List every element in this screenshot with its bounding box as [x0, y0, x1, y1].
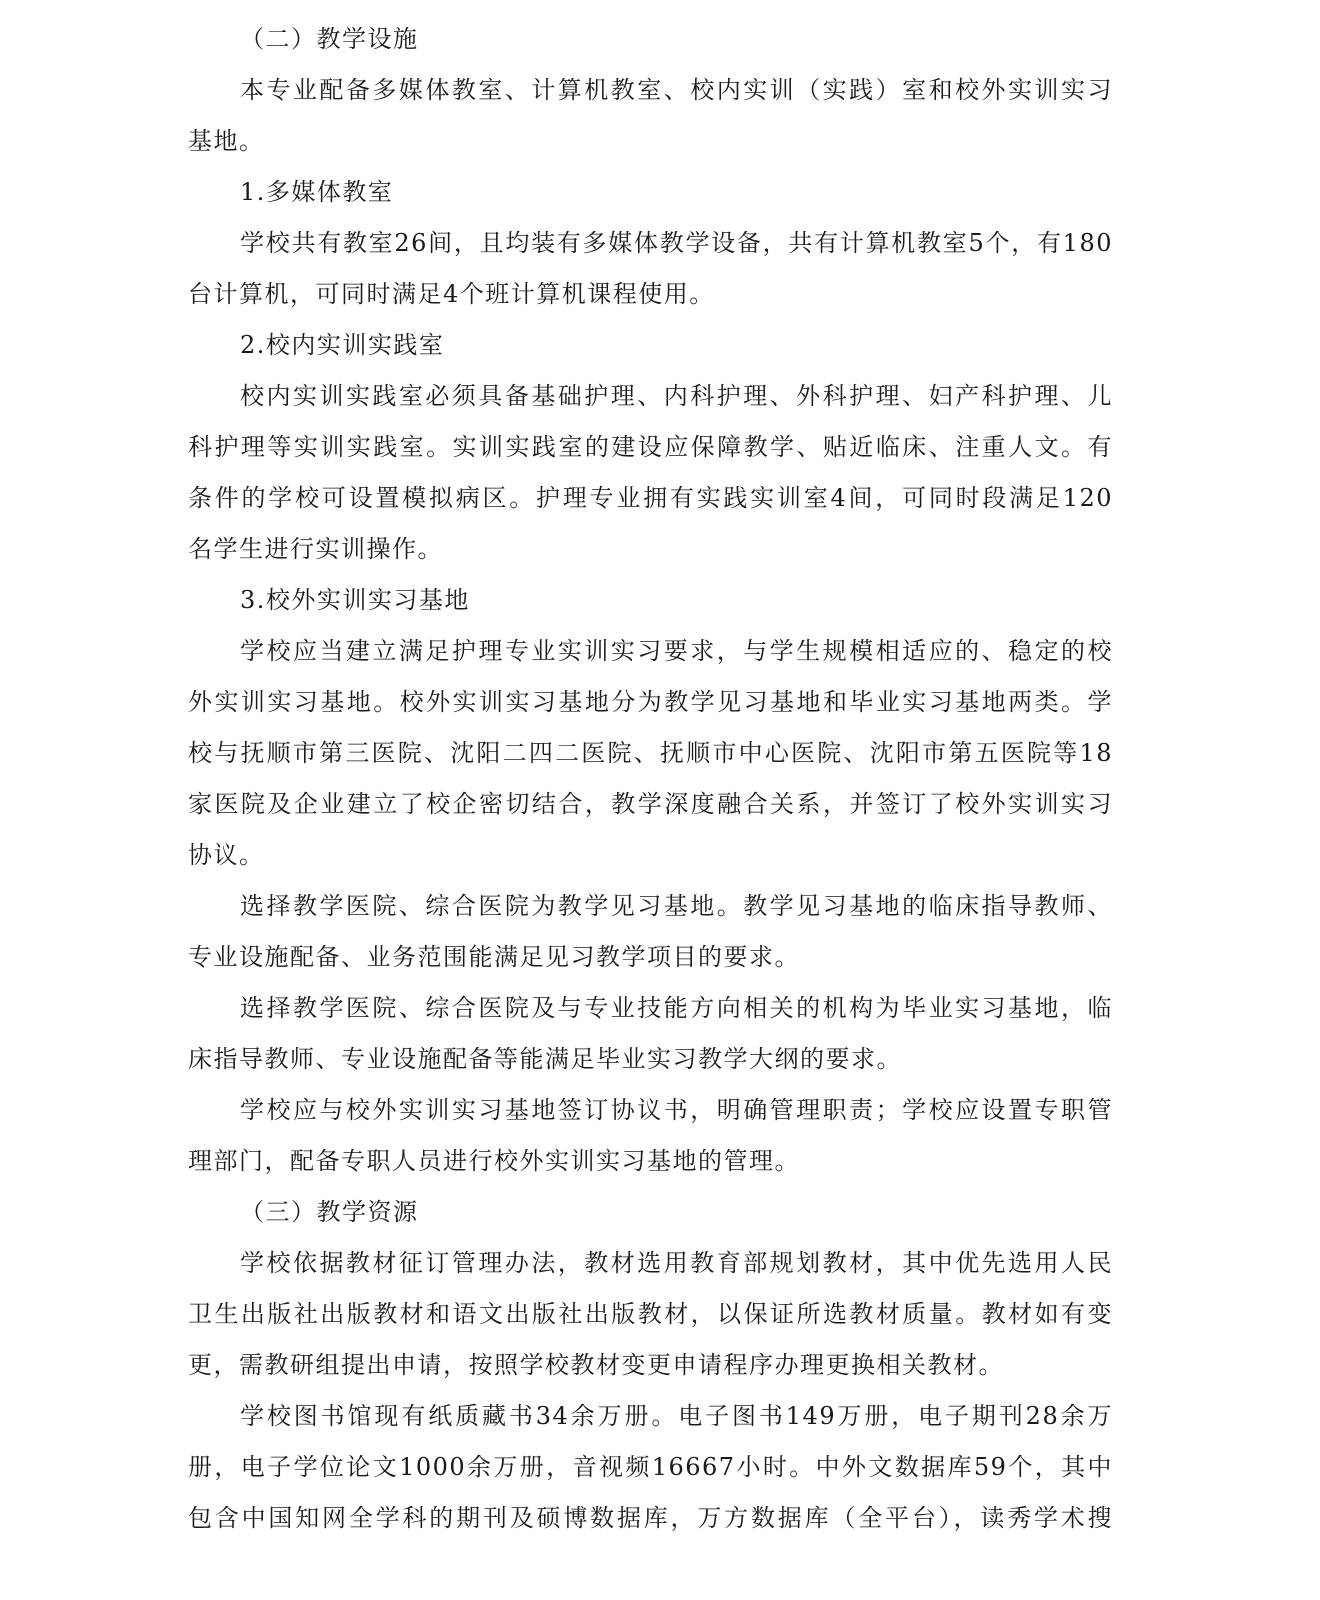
paragraph-line: 册，电子学位论文1000余万册，音视频16667小时。中外文数据库59个，其中	[188, 1453, 1113, 1481]
paragraph-line: 学校图书馆现有纸质藏书34余万册。电子图书149万册，电子期刊28余万	[240, 1402, 1113, 1430]
paragraph	[188, 371, 1113, 575]
paragraph	[188, 1085, 1113, 1187]
document-page	[188, 14, 1113, 1544]
section-heading-teaching-facilities: （二）教学设施	[240, 25, 419, 53]
paragraph-line: 校与抚顺市第三医院、沈阳二四二医院、抚顺市中心医院、沈阳市第五医院等18	[188, 739, 1113, 767]
paragraph	[188, 983, 1113, 1085]
paragraph	[188, 1238, 1113, 1391]
paragraph-line: 协议。	[188, 841, 265, 869]
subsection-heading-multimedia: 1.多媒体教室	[240, 178, 394, 206]
paragraph-line: 科护理等实训实践室。实训实践室的建设应保障教学、贴近临床、注重人文。有	[188, 433, 1113, 461]
paragraph-line: 学校共有教室26间，且均装有多媒体教学设备，共有计算机教室5个，有180	[240, 229, 1113, 257]
paragraph	[188, 65, 1113, 167]
paragraph	[188, 1391, 1113, 1544]
paragraph-line: 家医院及企业建立了校企密切结合，教学深度融合关系，并签订了校外实训实习	[188, 790, 1113, 818]
paragraph-line: 名学生进行实训操作。	[188, 535, 443, 563]
paragraph-line: 台计算机，可同时满足4个班计算机课程使用。	[188, 280, 715, 308]
paragraph-line: 理部门，配备专职人员进行校外实训实习基地的管理。	[188, 1147, 800, 1175]
section-heading-teaching-resources: （三）教学资源	[240, 1198, 419, 1226]
paragraph-line: 卫生出版社出版教材和语文出版社出版教材，以保证所选教材质量。教材如有变	[188, 1300, 1113, 1328]
paragraph	[188, 881, 1113, 983]
paragraph-line: 校内实训实践室必须具备基础护理、内科护理、外科护理、妇产科护理、儿	[240, 382, 1113, 410]
paragraph-line: 基地。	[188, 127, 265, 155]
paragraph-line: 学校应与校外实训实习基地签订协议书，明确管理职责；学校应设置专职管	[240, 1096, 1113, 1124]
paragraph-line: 专业设施配备、业务范围能满足见习教学项目的要求。	[188, 943, 800, 971]
paragraph-line: 外实训实习基地。校外实训实习基地分为教学见习基地和毕业实习基地两类。学	[188, 688, 1113, 716]
paragraph-line: 学校依据教材征订管理办法，教材选用教育部规划教材，其中优先选用人民	[240, 1249, 1113, 1277]
subsection-heading-onsite-training: 2.校内实训实践室	[240, 331, 445, 359]
paragraph	[188, 218, 1113, 320]
paragraph-line: 选择教学医院、综合医院为教学见习基地。教学见习基地的临床指导教师、	[240, 892, 1113, 920]
paragraph	[188, 626, 1113, 881]
paragraph-line: 更，需教研组提出申请，按照学校教材变更申请程序办理更换相关教材。	[188, 1351, 1004, 1379]
paragraph-line: 包含中国知网全学科的期刊及硕博数据库，万方数据库（全平台），读秀学术搜	[188, 1504, 1113, 1532]
paragraph-line: 选择教学医院、综合医院及与专业技能方向相关的机构为毕业实习基地，临	[240, 994, 1113, 1022]
paragraph-line: 条件的学校可设置模拟病区。护理专业拥有实践实训室4间，可同时段满足120	[188, 484, 1113, 512]
paragraph-line: 本专业配备多媒体教室、计算机教室、校内实训（实践）室和校外实训实习	[240, 76, 1113, 104]
subsection-heading-offsite-base: 3.校外实训实习基地	[240, 586, 470, 614]
paragraph-line: 床指导教师、专业设施配备等能满足毕业实习教学大纲的要求。	[188, 1045, 902, 1073]
paragraph-line: 学校应当建立满足护理专业实训实习要求，与学生规模相适应的、稳定的校	[240, 637, 1113, 665]
